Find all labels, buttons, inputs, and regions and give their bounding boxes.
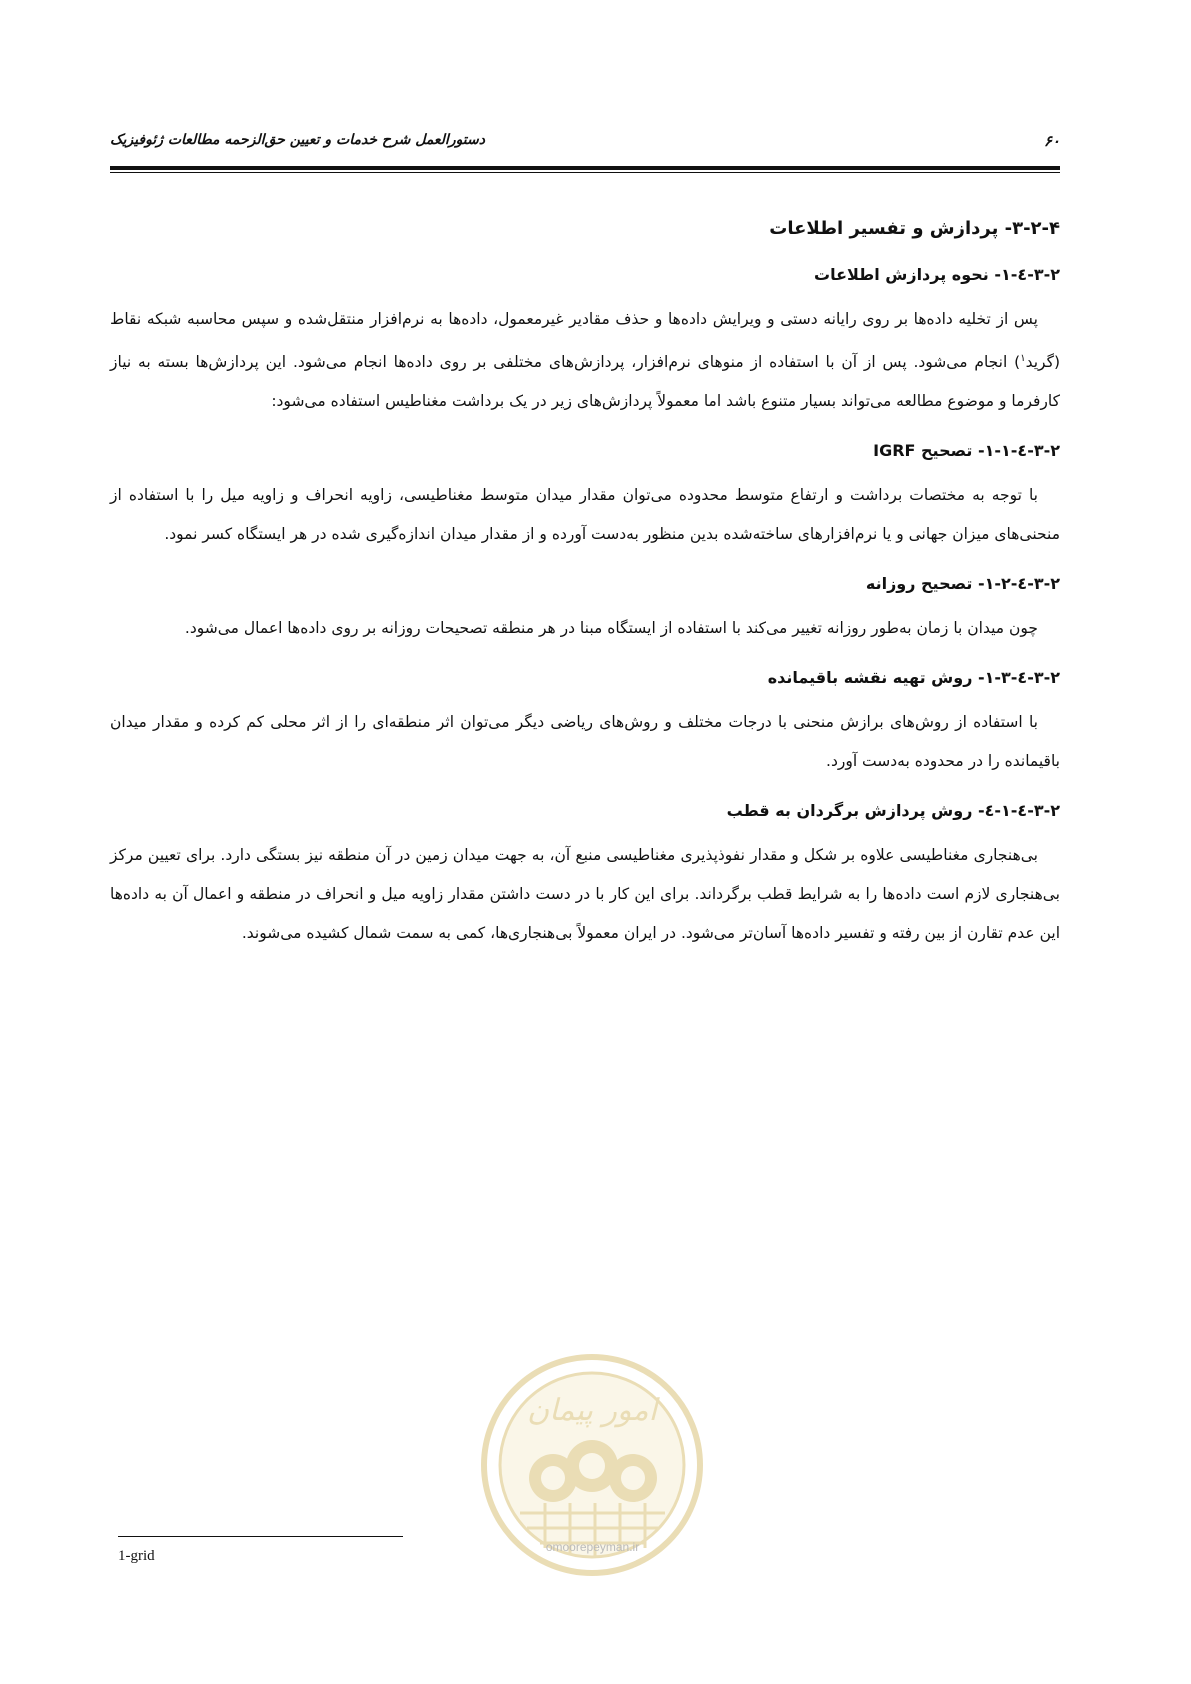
footnote-ref: ۱ xyxy=(1020,353,1026,364)
header-rule-thick xyxy=(110,166,1060,170)
header-rule-thin xyxy=(110,172,1060,173)
body-paragraph: بی‌هنجاری مغناطیسی علاوه بر شکل و مقدار نفوذپذیری مغناطیسی منبع آن، به جهت میدان زمین در آن منطقه نیز بستگی دارد. برای تعیین مرکز بی‌هنجاری لازم است داده‌ها را به شرایط قطب برگرداند. برای این کار با در دست داشتن مقدار زاویه میل و انحراف در منطقه و اعمال آن به داده‌ها این عدم تقارن از بین رفته و تفسیر داده‌ها آسان‌تر می‌شود. در ایران معمولاً بی‌هنجاری‌ها، کمی به سمت شمال کشیده می‌شوند. xyxy=(110,846,1060,943)
watermark-logo-text: امور پیمان xyxy=(527,1393,657,1428)
subsection-heading: ۳-۲-٤-۱-٤- روش پردازش برگردان به قطب xyxy=(726,801,1060,821)
body-paragraph: چون میدان با زمان به‌طور روزانه تغییر می‌کند با استفاده از ایستگاه مبنا در هر منطقه تصحیحات روزانه بر روی داده‌ها اعمال می‌شود. xyxy=(184,619,1038,638)
footnote-rule xyxy=(118,1536,403,1537)
subsection-heading: ۳-۲-٤-۱-۳- روش تهیه نقشه باقیمانده xyxy=(767,668,1060,688)
running-title: دستورالعمل شرح خدمات و تعیین حق‌الزحمه مطالعات ژئوفیزیک xyxy=(110,132,485,148)
footnote: 1-grid xyxy=(118,1548,155,1564)
subsection-heading: ۳-۲-٤-۱-۱- تصحیح IGRF xyxy=(873,441,1060,461)
subsection-heading: ۳-۲-٤-۱- نحوه پردازش اطلاعات xyxy=(813,265,1060,284)
page-number: ۶۰ xyxy=(1043,132,1060,150)
watermark-url: omoorepeyman.ir xyxy=(545,1540,640,1554)
document-body xyxy=(110,210,1060,973)
body-paragraph: پس از تخلیه داده‌ها بر روی رایانه دستی و ویرایش داده‌ها و حذف مقادیر غیرمعمول، داده‌ها به نرم‌افزار منتقل‌شده و سپس محاسبه شبکه نقاط (گرید$^۱$) انجام می‌شود. پس از آن با استفاده از منوهای نرم‌افزار، پردازش‌های مختلفی بر روی داده‌ها انجام می‌شود. این پردازش‌ها بسته به نیاز کارفرما و موضوع مطالعه می‌تواند بسیار متنوع باشد اما معمولاً پردازش‌های زیر در یک برداشت مغناطیس استفاده می‌شود: xyxy=(110,310,1060,411)
body-paragraph: با استفاده از روش‌های برازش منحنی با درجات مختلف و روش‌های ریاضی دیگر می‌توان اثر منطقه‌ای را از اثر محلی کم کرده و مقدار میدان باقیمانده را در محدوده به‌دست آورد. xyxy=(110,713,1060,771)
subsection-heading: ۳-۲-٤-۱-۲- تصحیح روزانه xyxy=(865,574,1060,594)
page-header xyxy=(110,128,1060,160)
body-paragraph: با توجه به مختصات برداشت و ارتفاع متوسط محدوده می‌توان مقدار میدان متوسط مغناطیسی، زاویه انحراف و زاویه میل را با استفاده از منحنی‌های میزان جهانی و یا نرم‌افزارهای ساخته‌شده بدین منظور به‌دست آورده و از مقدار میدان اندازه‌گیری شده در هر ایستگاه کسر نمود. xyxy=(110,486,1060,544)
section-heading: ۳-۲-۴- پردازش و تفسیر اطلاعات xyxy=(769,218,1060,239)
